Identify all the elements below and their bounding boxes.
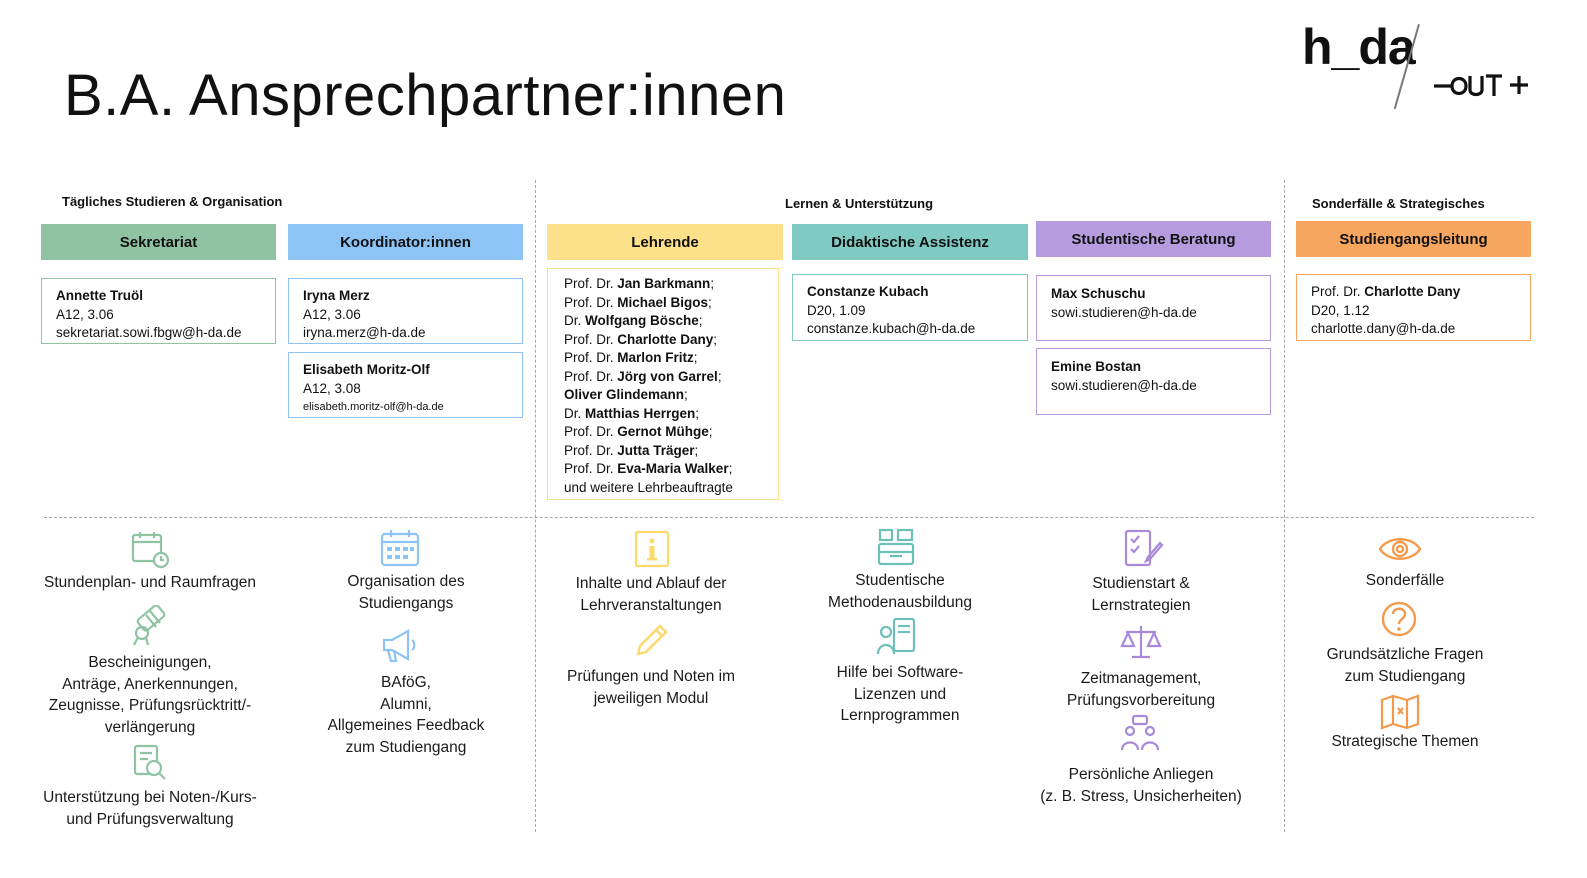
- contact-email[interactable]: elisabeth.moritz-olf@h-da.de: [303, 401, 444, 413]
- lehrende-name: Jörg von Garrel: [617, 368, 718, 384]
- topic-leitung-3: Strategische Themen: [1331, 733, 1479, 750]
- divider-vertical-left: [535, 180, 536, 832]
- pencil-icon: [632, 618, 672, 658]
- contact-card-beratung-1: [1036, 275, 1271, 341]
- lehrende-separator: ;: [694, 442, 699, 458]
- lehrende-name: Eva-Maria Walker: [617, 461, 729, 476]
- contact-card-beratung-2: [1036, 348, 1271, 415]
- lehrende-list-item: [564, 479, 762, 498]
- contact-name: Annette Truöl: [56, 288, 143, 303]
- contact-name: Constanze Kubach: [807, 284, 929, 299]
- lehrende-separator: ;: [713, 331, 718, 347]
- info-icon: [634, 530, 670, 568]
- topic-didaktik-2: Hilfe bei Software- Lizenzen und Lernprogrammen: [836, 664, 964, 724]
- contact-room: A12, 3.06: [56, 306, 114, 322]
- topic-lehrende-1: Inhalte und Ablauf der Lehrveranstaltungen: [575, 575, 727, 614]
- lehrende-title: Prof. Dr.: [564, 276, 618, 291]
- contact-name: Elisabeth Moritz-Olf: [303, 362, 430, 377]
- lehrende-list-item: [564, 423, 762, 442]
- workstation-icon: [876, 526, 916, 568]
- contact-room: D20, 1.12: [1311, 302, 1370, 318]
- topic-beratung-3: Persönliche Anliegen (z. B. Stress, Unsicherheiten): [1040, 766, 1242, 805]
- calendar-clock-icon: [130, 530, 172, 570]
- checklist-icon: [1122, 527, 1164, 569]
- lehrende-list-item: [564, 386, 762, 405]
- lehrende-separator: ;: [710, 276, 715, 291]
- topic-beratung-1: Studienstart & Lernstrategien: [1091, 575, 1191, 614]
- lehrende-list-item: [564, 460, 762, 479]
- topic-koordinator-1: Organisation des Studiengangs: [347, 573, 465, 612]
- lehrende-separator: ;: [698, 313, 703, 328]
- lehrende-name: Oliver Glindemann: [564, 387, 685, 402]
- contact-email[interactable]: constanze.kubach@h-da.de: [807, 321, 976, 336]
- lehrende-separator: ;: [695, 405, 700, 421]
- lehrende-name: Michael Bigos: [617, 294, 709, 310]
- contact-card-leitung: [1296, 274, 1531, 341]
- topic-leitung-1: Sonderfälle: [1365, 572, 1445, 589]
- contact-card-koordinator-1: [288, 278, 523, 344]
- topic-sekretariat-3: Unterstützung bei Noten-/Kurs- und Prüfungsverwaltung: [43, 789, 257, 828]
- lehrende-list-item: [564, 331, 762, 350]
- page-title: B.A. Ansprechpartner:innen: [64, 63, 787, 128]
- header-didaktik: Didaktische Assistenz: [792, 224, 1028, 260]
- contact-name: Emine Bostan: [1051, 359, 1142, 374]
- lehrende-name: Jan Barkmann: [617, 276, 711, 291]
- contact-room: A12, 3.06: [303, 306, 361, 322]
- section-learning: Lernen & Unterstützung: [785, 196, 934, 211]
- section-special: Sonderfälle & Strategisches: [1312, 196, 1485, 211]
- topic-sekretariat-1: Stundenplan- und Raumfragen: [44, 574, 256, 591]
- header-koordinator: Koordinator:innen: [288, 224, 523, 260]
- contact-title: Prof. Dr.: [1311, 284, 1365, 299]
- contact-email[interactable]: iryna.merz@h-da.de: [303, 325, 426, 340]
- contact-card-didaktik: [792, 274, 1028, 341]
- map-icon: [1380, 694, 1420, 730]
- lehrende-title: Dr.: [564, 405, 586, 421]
- lehrende-title: Prof. Dr.: [564, 461, 618, 476]
- question-icon: [1380, 600, 1418, 638]
- diploma-icon: [128, 605, 172, 647]
- lehrende-title: Prof. Dr.: [564, 424, 618, 439]
- megaphone-icon: [380, 628, 420, 664]
- lehrende-title: Prof. Dr.: [564, 294, 618, 310]
- divider-vertical-right: [1284, 180, 1285, 832]
- lehrende-list-item: [564, 442, 762, 461]
- topic-beratung-2: Zeitmanagement, Prüfungsvorbereitung: [1066, 670, 1216, 709]
- topic-sekretariat-2: Bescheinigungen, Anträge, Anerkennungen, Zeugnisse, Prüfungsrücktritt/- verlängerung: [48, 654, 252, 736]
- contact-name: Charlotte Dany: [1364, 284, 1461, 299]
- lehrende-title: Prof. Dr.: [564, 331, 618, 347]
- lehrende-separator: ;: [708, 294, 712, 310]
- lehrende-title: und weitere Lehrbeauftragte: [564, 479, 733, 495]
- topic-didaktik-1: Studentische Methodenausbildung: [828, 572, 972, 611]
- lehrende-title: Prof. Dr.: [564, 368, 618, 384]
- lehrende-name: Marlon Fritz: [617, 350, 694, 365]
- lehrende-separator: ;: [717, 368, 722, 384]
- topic-leitung-2: Grundsätzliche Fragen zum Studiengang: [1326, 646, 1484, 685]
- lehrende-name: Wolfgang Bösche: [585, 313, 699, 328]
- header-sekretariat: Sekretariat: [41, 224, 276, 260]
- contact-email[interactable]: sowi.studieren@h-da.de: [1051, 304, 1197, 320]
- lehrende-list-item: [564, 275, 762, 294]
- contact-card-koordinator-2: [288, 352, 523, 418]
- contact-room: A12, 3.08: [303, 380, 361, 396]
- eut-logo: [1432, 66, 1532, 100]
- lehrende-title: Dr.: [564, 313, 586, 328]
- lehrende-list: [547, 268, 779, 500]
- lehrende-list-item: [564, 405, 762, 424]
- topic-lehrende-2: Prüfungen und Noten im jeweiligen Modul: [566, 668, 736, 707]
- lehrende-separator: ;: [728, 461, 733, 476]
- scale-icon: [1120, 622, 1162, 662]
- divider-horizontal: [44, 517, 1534, 518]
- lehrende-name: Jutta Träger: [617, 442, 695, 458]
- contact-name: Iryna Merz: [303, 288, 370, 303]
- topic-koordinator-2: BAföG, Alumni, Allgemeines Feedback zum Studiengang: [327, 674, 485, 756]
- header-beratung: Studentische Beratung: [1036, 221, 1271, 257]
- contact-room: D20, 1.09: [807, 302, 866, 318]
- hda-logo: h_da: [1302, 19, 1415, 75]
- lehrende-name: Gernot Mühge: [617, 424, 709, 439]
- lehrende-separator: ;: [684, 387, 688, 402]
- computer-user-icon: [876, 616, 918, 658]
- lehrende-title: Prof. Dr.: [564, 442, 618, 458]
- calendar-grid-icon: [379, 528, 421, 568]
- section-daily: Tägliches Studieren & Organisation: [62, 194, 283, 209]
- eye-icon: [1378, 533, 1422, 565]
- lehrende-list-item: [564, 294, 762, 313]
- contact-name: Max Schuschu: [1051, 286, 1146, 301]
- contact-email[interactable]: sekretariat.sowi.fbgw@h-da.de: [56, 325, 242, 340]
- contact-email[interactable]: sowi.studieren@h-da.de: [1051, 377, 1197, 393]
- lehrende-list-item: [564, 312, 762, 331]
- lehrende-separator: ;: [708, 424, 713, 439]
- lehrende-separator: ;: [693, 350, 698, 365]
- lehrende-name: Matthias Herrgen: [585, 405, 696, 421]
- contact-card-sekretariat: [41, 278, 276, 344]
- lehrende-list-item: [564, 368, 762, 387]
- header-leitung: Studiengangsleitung: [1296, 221, 1531, 257]
- header-lehrende: Lehrende: [547, 224, 783, 260]
- lehrende-title: Prof. Dr.: [564, 350, 618, 365]
- contact-email[interactable]: charlotte.dany@h-da.de: [1311, 321, 1456, 336]
- document-search-icon: [132, 744, 170, 784]
- lehrende-name: Charlotte Dany: [617, 331, 714, 347]
- people-talk-icon: [1119, 714, 1161, 754]
- lehrende-list-item: [564, 349, 762, 368]
